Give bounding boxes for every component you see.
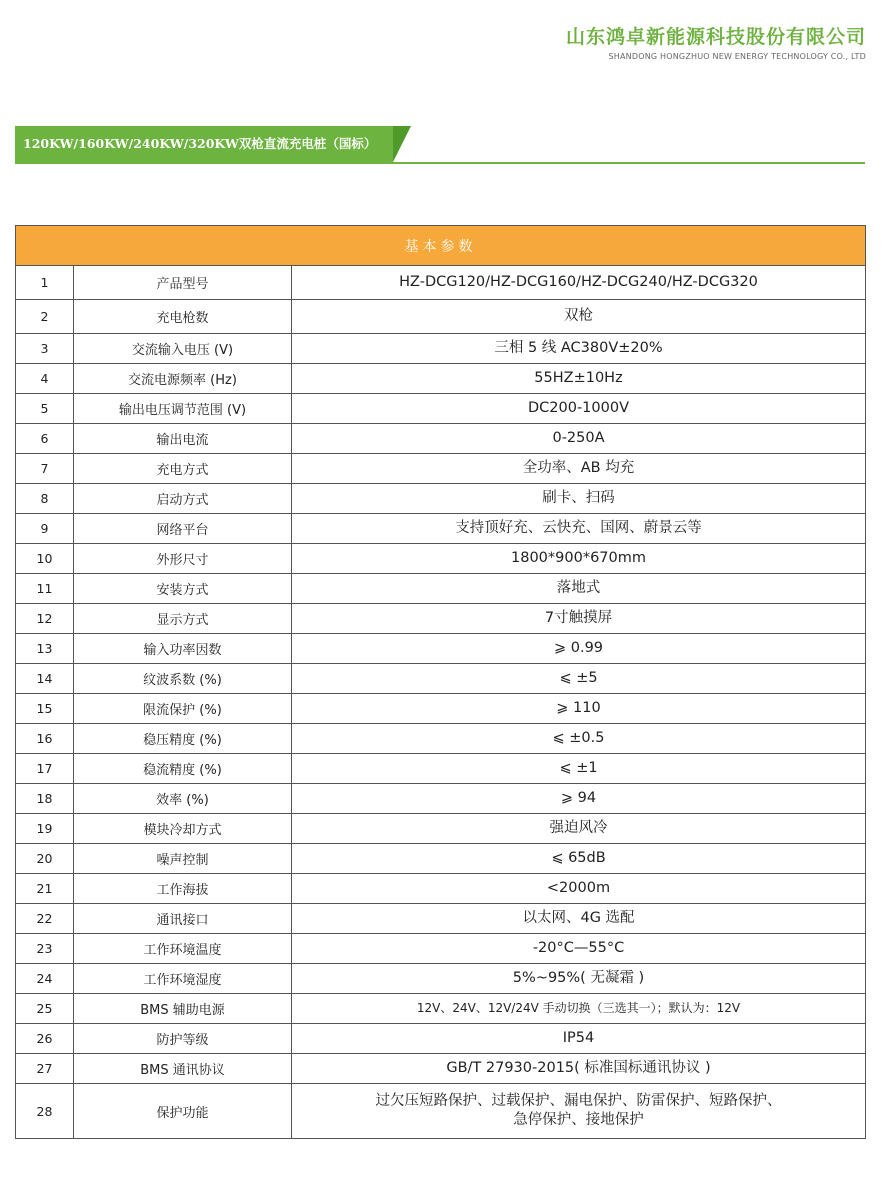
- table-row: [16, 664, 866, 694]
- row-number: 8: [16, 484, 74, 514]
- param-value: [292, 1084, 866, 1139]
- param-name: 工作环境温度: [74, 934, 292, 964]
- table-row: [16, 424, 866, 454]
- table-row: [16, 1084, 866, 1139]
- param-value: 支持顶好充、云快充、国网、蔚景云等: [292, 514, 866, 544]
- param-value: IP54: [292, 1024, 866, 1054]
- param-value: 强迫风冷: [292, 814, 866, 844]
- row-number: 5: [16, 394, 74, 424]
- param-name: 网络平台: [74, 514, 292, 544]
- table-row: [16, 994, 866, 1024]
- row-number: 27: [16, 1054, 74, 1084]
- param-name: 交流电源频率 (Hz): [74, 364, 292, 394]
- table-row: [16, 934, 866, 964]
- row-number: 4: [16, 364, 74, 394]
- param-value: ⩾ 94: [292, 784, 866, 814]
- table-row: [16, 844, 866, 874]
- row-number: 10: [16, 544, 74, 574]
- table-row: [16, 334, 866, 364]
- spec-table: [15, 225, 866, 1139]
- row-number: 14: [16, 664, 74, 694]
- product-title-bar: [15, 126, 865, 166]
- row-number: 12: [16, 604, 74, 634]
- row-number: 24: [16, 964, 74, 994]
- table-row: [16, 394, 866, 424]
- param-value: ⩾ 0.99: [292, 634, 866, 664]
- param-value: 以太网、4G 选配: [292, 904, 866, 934]
- table-row: [16, 1024, 866, 1054]
- row-number: 22: [16, 904, 74, 934]
- param-name: 安装方式: [74, 574, 292, 604]
- table-row: [16, 300, 866, 334]
- param-value: 落地式: [292, 574, 866, 604]
- row-number: 17: [16, 754, 74, 784]
- row-number: 1: [16, 266, 74, 300]
- param-name: 外形尺寸: [74, 544, 292, 574]
- product-title: 120KW/160KW/240KW/320KW双枪直流充电桩（国标）: [15, 126, 393, 162]
- table-row: [16, 514, 866, 544]
- param-name: 保护功能: [74, 1084, 292, 1139]
- row-number: 13: [16, 634, 74, 664]
- param-value: 全功率、AB 均充: [292, 454, 866, 484]
- table-row: [16, 484, 866, 514]
- row-number: 6: [16, 424, 74, 454]
- row-number: 23: [16, 934, 74, 964]
- param-value: 刷卡、扫码: [292, 484, 866, 514]
- param-name: 输出电流: [74, 424, 292, 454]
- param-name: 通讯接口: [74, 904, 292, 934]
- param-name: 稳流精度 (%): [74, 754, 292, 784]
- param-name: BMS 通讯协议: [74, 1054, 292, 1084]
- row-number: 11: [16, 574, 74, 604]
- row-number: 28: [16, 1084, 74, 1139]
- param-name: 模块冷却方式: [74, 814, 292, 844]
- param-name: 工作环境湿度: [74, 964, 292, 994]
- table-row: [16, 784, 866, 814]
- row-number: 3: [16, 334, 74, 364]
- table-row: [16, 454, 866, 484]
- param-value: ⩽ ±1: [292, 754, 866, 784]
- param-value: DC200-1000V: [292, 394, 866, 424]
- param-name: 充电方式: [74, 454, 292, 484]
- param-value: 0-250A: [292, 424, 866, 454]
- param-value-line2: 急停保护、接地保护: [513, 1112, 644, 1128]
- param-value: 双枪: [292, 300, 866, 334]
- row-number: 20: [16, 844, 74, 874]
- param-value: 5%~95%( 无凝霜 ): [292, 964, 866, 994]
- company-name-en: SHANDONG HONGZHUO NEW ENERGY TECHNOLOGY CO., LTD: [608, 52, 866, 61]
- param-name: 产品型号: [74, 266, 292, 300]
- row-number: 9: [16, 514, 74, 544]
- table-row: [16, 634, 866, 664]
- param-name: BMS 辅助电源: [74, 994, 292, 1024]
- param-name: 充电枪数: [74, 300, 292, 334]
- table-row: [16, 604, 866, 634]
- param-value: 1800*900*670mm: [292, 544, 866, 574]
- row-number: 25: [16, 994, 74, 1024]
- param-value: ⩽ ±5: [292, 664, 866, 694]
- param-name: 稳压精度 (%): [74, 724, 292, 754]
- param-value: 7寸触摸屏: [292, 604, 866, 634]
- title-decoration: [393, 126, 411, 162]
- param-name: 效率 (%): [74, 784, 292, 814]
- param-value: -20°C—55°C: [292, 934, 866, 964]
- table-header: 基本参数: [16, 226, 866, 266]
- table-row: [16, 964, 866, 994]
- table-row: [16, 266, 866, 300]
- param-name: 启动方式: [74, 484, 292, 514]
- table-row: [16, 814, 866, 844]
- table-row: [16, 574, 866, 604]
- param-name: 限流保护 (%): [74, 694, 292, 724]
- param-value: 12V、24V、12V/24V 手动切换（三选其一）；默认为：12V: [292, 994, 866, 1024]
- param-value-line1: 过欠压短路保护、过载保护、漏电保护、防雷保护、短路保护、: [375, 1093, 782, 1109]
- table-row: [16, 724, 866, 754]
- param-value: 55HZ±10Hz: [292, 364, 866, 394]
- row-number: 18: [16, 784, 74, 814]
- param-value: ⩽ 65dB: [292, 844, 866, 874]
- param-name: 输入功率因数: [74, 634, 292, 664]
- row-number: 19: [16, 814, 74, 844]
- row-number: 21: [16, 874, 74, 904]
- row-number: 7: [16, 454, 74, 484]
- param-name: 工作海拔: [74, 874, 292, 904]
- table-row: [16, 364, 866, 394]
- company-name-cn: 山东鸿卓新能源科技股份有限公司: [565, 26, 866, 48]
- param-value: <2000m: [292, 874, 866, 904]
- row-number: 26: [16, 1024, 74, 1054]
- param-name: 防护等级: [74, 1024, 292, 1054]
- table-row: [16, 544, 866, 574]
- param-name: 噪声控制: [74, 844, 292, 874]
- company-header: [566, 26, 866, 61]
- param-value: 三相 5 线 AC380V±20%: [292, 334, 866, 364]
- row-number: 15: [16, 694, 74, 724]
- param-name: 交流输入电压 (V): [74, 334, 292, 364]
- title-underline: [15, 162, 865, 164]
- table-row: [16, 1054, 866, 1084]
- table-row: [16, 874, 866, 904]
- param-name: 纹波系数 (%): [74, 664, 292, 694]
- table-row: [16, 694, 866, 724]
- table-row: [16, 754, 866, 784]
- param-value: ⩾ 110: [292, 694, 866, 724]
- param-value: ⩽ ±0.5: [292, 724, 866, 754]
- param-value: GB/T 27930-2015( 标准国标通讯协议 ): [292, 1054, 866, 1084]
- param-value: HZ-DCG120/HZ-DCG160/HZ-DCG240/HZ-DCG320: [292, 266, 866, 300]
- table-row: [16, 904, 866, 934]
- row-number: 2: [16, 300, 74, 334]
- param-name: 输出电压调节范围 (V): [74, 394, 292, 424]
- row-number: 16: [16, 724, 74, 754]
- param-name: 显示方式: [74, 604, 292, 634]
